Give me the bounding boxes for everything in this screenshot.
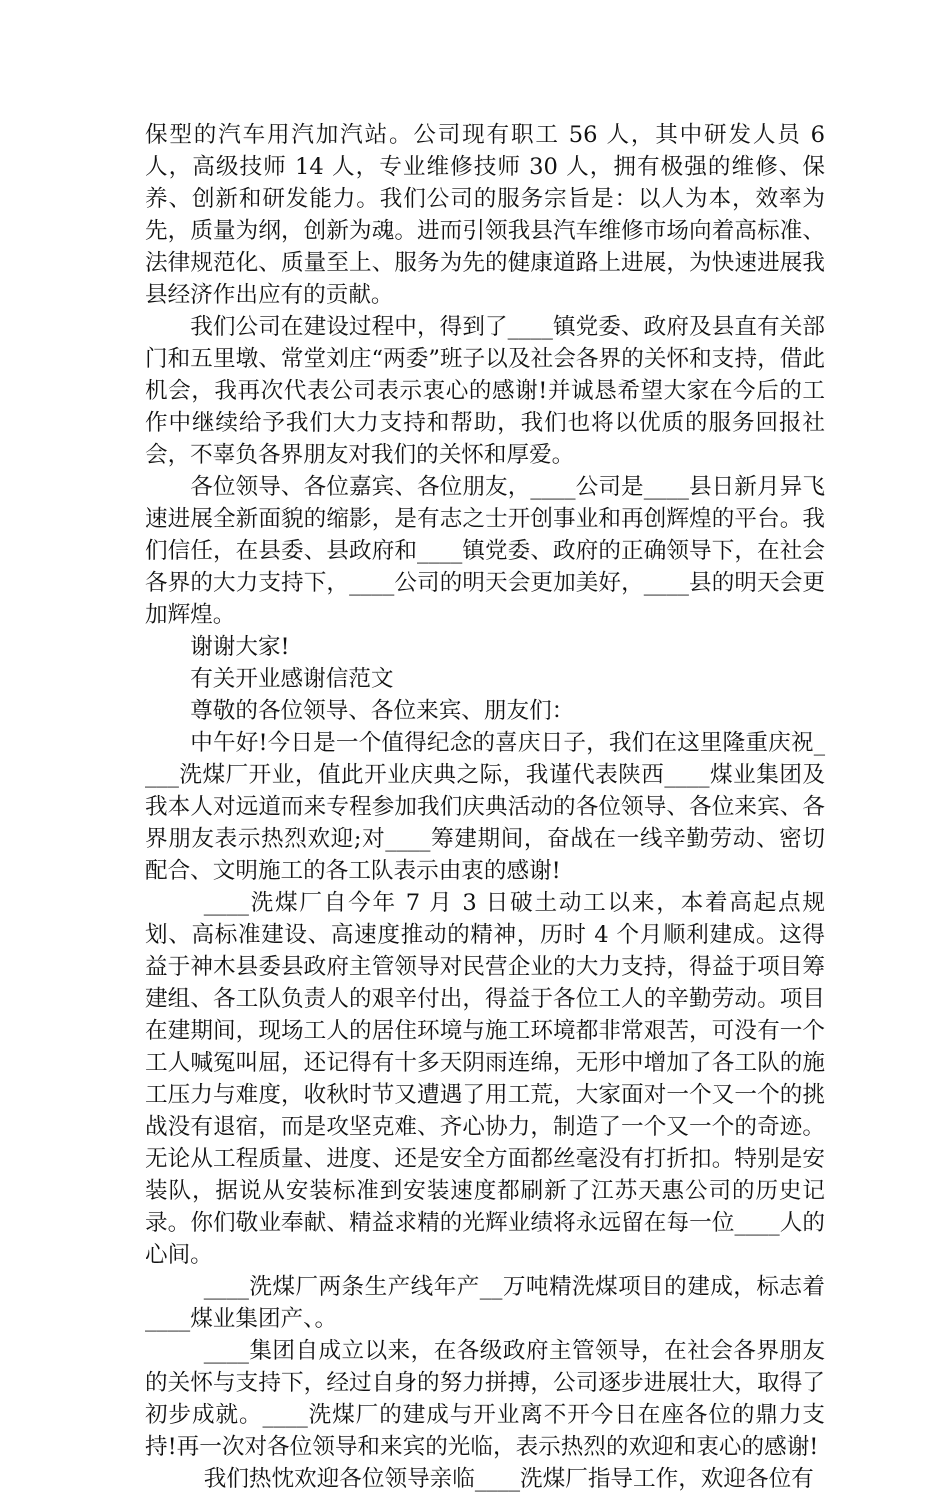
section-heading: 有关开业感谢信范文 bbox=[190, 666, 394, 692]
paragraph-future-outlook: 各位领导、各位嘉宾、各位朋友，____公司是____县日新月异飞速进展全新面貌的缩影，是有志之士开创事业和再创辉煌的平台。我们信任，在县委、县政府和____镇党委、政府的正确领导下，在社会各界的大力支持下，____公司的明天会更加美好，____县的明天会更加辉煌。 bbox=[145, 474, 825, 628]
paragraph-company-profile: 保型的汽车用汽加汽站。公司现有职工 56 人，其中研发人员 6 人，高级技师 14 人，专业维修技师 30 人，拥有极强的维修、保养、创新和研发能力。我们公司的服务宗旨是：以人为本，效率为先，质量为纲，创新为魂。进而引领我县汽车维修市场向着高标准、法律规范化、质量至上、服务为先的健康道路上进展，为快速进展我县经济作出应有的贡献。 bbox=[145, 122, 825, 308]
salutation: 尊敬的各位领导、各位来宾、朋友们： bbox=[190, 698, 575, 724]
paragraph-construction-history: ____洗煤厂自今年 7 月 3 日破土动工以来，本着高起点规划、高标准建设、高速度推动的精神，历时 4 个月顺利建成。这得益于神木县委县政府主管领导对民营企业的大力支持，得益于项目筹建组、各工队负责人的艰辛付出，得益于各位工人的辛勤劳动。项目在建期间，现场工人的居住环境与施工环境都非常艰苦，可没有一个工人喊冤叫屈，还记得有十多天阴雨连绵，无形中增加了各工队的施工压力与难度，收秋时节又遭遇了用工荒，大家面对一个又一个的挑战没有退宿，而是攻坚克难、齐心协力，制造了一个又一个的奇迹。无论从工程质量、进度、还是安全方面都丝毫没有打折扣。特别是安装队，据说从安装标准到安装速度都刷新了江苏天惠公司的历史记录。你们敬业奉献、精益求精的光辉业绩将永远留在每一位____人的心间。 bbox=[145, 890, 825, 1268]
paragraph-thanks-support: 我们公司在建设过程中，得到了____镇党委、政府及县直有关部门和五里墩、常堂刘庄“两委”班子以及社会各界的关怀和支持，借此机会，我再次代表公司表示衷心的感谢!并诚恳希望大家在今后的工作中继续给予我们大力支持和帮助，我们也将以优质的服务回报社会，不辜负各界朋友对我们的关怀和厚爱。 bbox=[145, 314, 825, 468]
paragraph-opening-greeting: 中午好!今日是一个值得纪念的喜庆日子，我们在这里隆重庆祝____洗煤厂开业，值此开业庆典之际，我谨代表陕西____煤业集团及我本人对远道而来专程参加我们庆典活动的各位领导、各位来宾、各界朋友表示热烈欢迎;对____筹建期间，奋战在一线辛勤劳动、密切配合、文明施工的各工队表示由衷的感谢! bbox=[145, 730, 825, 884]
paragraph-welcome: 我们热忱欢迎各位领导亲临____洗煤厂指导工作，欢迎各位有 bbox=[203, 1466, 814, 1492]
paragraph-production-lines: ____洗煤厂两条生产线年产__万吨精洗煤项目的建成，标志着____煤业集团产、。 bbox=[145, 1274, 825, 1332]
document-body bbox=[145, 119, 825, 1495]
paragraph-thank-you: 谢谢大家! bbox=[190, 634, 290, 660]
paragraph-group-development: ____集团自成立以来，在各级政府主管领导，在社会各界朋友的关怀与支持下，经过自身的努力拼搏，公司逐步进展壮大，取得了初步成就。____洗煤厂的建成与开业离不开今日在座各位的鼎力支持!再一次对各位领导和来宾的光临，表示热烈的欢迎和衷心的感谢! bbox=[145, 1338, 825, 1460]
